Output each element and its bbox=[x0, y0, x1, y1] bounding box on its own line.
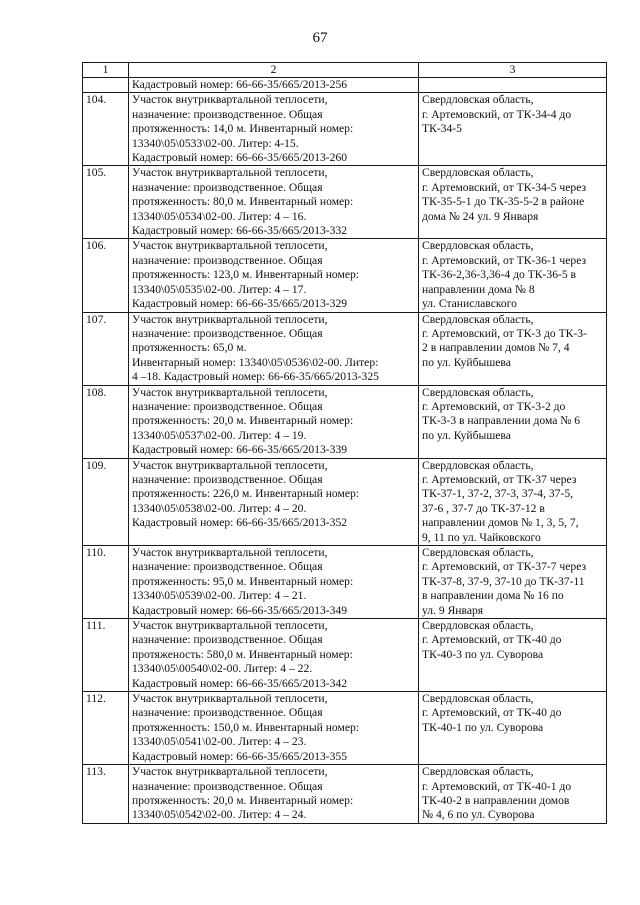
object-location: Свердловская область, г. Артемовский, от ТК-3 до ТК-3- 2 в направлении домов № 7, 4 по ул. Куйбышева bbox=[419, 312, 607, 385]
table-row bbox=[83, 93, 607, 166]
row-number: 106. bbox=[83, 239, 129, 312]
table-row bbox=[83, 546, 607, 619]
object-description: Участок внутриквартальной теплосети, назначение: производственное. Общая протяженость: 580,0 м. Инвентарный номер: 13340\05\00540\02-00. Литер: 4 – 22. Кадастровый номер: 66-66-35/665/2013-342 bbox=[129, 619, 419, 692]
table-row bbox=[83, 458, 607, 545]
registry-table bbox=[82, 62, 607, 824]
row-number: 113. bbox=[83, 765, 129, 824]
table-row bbox=[83, 239, 607, 312]
continuation-row bbox=[83, 78, 607, 93]
table-row bbox=[83, 765, 607, 824]
column-header-description: 2 bbox=[129, 63, 419, 78]
object-description: Участок внутриквартальной теплосети, назначение: производственное. Общая протяженность: 14,0 м. Инвентарный номер: 13340\05\0533\02-00. Литер: 4-15. Кадастровый номер: 66-66-35/665/2013-260 bbox=[129, 93, 419, 166]
object-description: Кадастровый номер: 66-66-35/665/2013-256 bbox=[129, 78, 419, 93]
column-header-number: 1 bbox=[83, 63, 129, 78]
object-description: Участок внутриквартальной теплосети, назначение: производственное. Общая протяженность: 20,0 м. Инвентарный номер: 13340\05\0542\02-00. Литер: 4 – 24. bbox=[129, 765, 419, 824]
object-location: Свердловская область, г. Артемовский, от ТК-36-1 через ТК-36-2,36-3,36-4 до ТК-36-5 в направлении дома № 8 ул. Станиславского bbox=[419, 239, 607, 312]
object-location: Свердловская область, г. Артемовский, от ТК-34-5 через ТК-35-5-1 до ТК-35-5-2 в районе дома № 24 ул. 9 Января bbox=[419, 166, 607, 239]
table-row bbox=[83, 692, 607, 765]
object-description: Участок внутриквартальной теплосети, назначение: производственное. Общая протяженность: 150,0 м. Инвентарный номер: 13340\05\0541\02-00. Литер: 4 – 23. Кадастровый номер: 66-66-35/665/2013-355 bbox=[129, 692, 419, 765]
row-number: 105. bbox=[83, 166, 129, 239]
object-location: Свердловская область, г. Артемовский, от ТК-34-4 до ТК-34-5 bbox=[419, 93, 607, 166]
object-description: Участок внутриквартальной теплосети, назначение: производственное. Общая протяженность: 95,0 м. Инвентарный номер: 13340\05\0539\02-00. Литер: 4 – 21. Кадастровый номер: 66-66-35/665/2013-349 bbox=[129, 546, 419, 619]
table-row bbox=[83, 385, 607, 458]
row-number: 110. bbox=[83, 546, 129, 619]
object-location: Свердловская область, г. Артемовский, от ТК-40 до ТК-40-1 по ул. Суворова bbox=[419, 692, 607, 765]
page-number: 67 bbox=[312, 30, 328, 46]
object-location: Свердловская область, г. Артемовский, от ТК-37 через ТК-37-1, 37-2, 37-3, 37-4, 37-5, 37-6 , 37-7 до ТК-37-12 в направлении домов № 1, 3, 5, 7, 9, 11 по ул. Чайковского bbox=[419, 458, 607, 545]
column-header-location: 3 bbox=[419, 63, 607, 78]
row-number: 104. bbox=[83, 93, 129, 166]
object-description: Участок внутриквартальной теплосети, назначение: производственное. Общая протяженность: 123,0 м. Инвентарный номер: 13340\05\0535\02-00. Литер: 4 – 17. Кадастровый номер: 66-66-35/665/2013-329 bbox=[129, 239, 419, 312]
object-location: Свердловская область, г. Артемовский, от ТК-40 до ТК-40-3 по ул. Суворова bbox=[419, 619, 607, 692]
table-row bbox=[83, 312, 607, 385]
object-description: Участок внутриквартальной теплосети, назначение: производственное. Общая протяженность: 20,0 м. Инвентарный номер: 13340\05\0537\02-00. Литер: 4 – 19. Кадастровый номер: 66-66-35/665/2013-339 bbox=[129, 385, 419, 458]
object-location bbox=[419, 78, 607, 93]
table-row bbox=[83, 619, 607, 692]
object-description: Участок внутриквартальной теплосети, назначение: производственное. Общая протяженность: 65,0 м. Инвентарный номер: 13340\05\0536\02-00. Литер: 4 –18. Кадастровый номер: 66-66-35/665/2013-325 bbox=[129, 312, 419, 385]
row-number: 111. bbox=[83, 619, 129, 692]
row-number: 109. bbox=[83, 458, 129, 545]
row-number: 108. bbox=[83, 385, 129, 458]
object-location: Свердловская область, г. Артемовский, от ТК-37-7 через ТК-37-8, 37-9, 37-10 до ТК-37-11 в направлении дома № 16 по ул. 9 Января bbox=[419, 546, 607, 619]
row-number: 112. bbox=[83, 692, 129, 765]
row-number: 107. bbox=[83, 312, 129, 385]
row-number bbox=[83, 78, 129, 93]
object-location: Свердловская область, г. Артемовский, от ТК-3-2 до ТК-3-3 в направлении дома № 6 по ул. Куйбышева bbox=[419, 385, 607, 458]
object-description: Участок внутриквартальной теплосети, назначение: производственное. Общая протяженность: 80,0 м. Инвентарный номер: 13340\05\0534\02-00. Литер: 4 – 16. Кадастровый номер: 66-66-35/665/2013-332 bbox=[129, 166, 419, 239]
object-description: Участок внутриквартальной теплосети, назначение: производственное. Общая протяженность: 226,0 м. Инвентарный номер: 13340\05\0538\02-00. Литер: 4 – 20. Кадастровый номер: 66-66-35/665/2013-352 bbox=[129, 458, 419, 545]
header-row bbox=[83, 63, 607, 78]
table-row bbox=[83, 166, 607, 239]
object-location: Свердловская область, г. Артемовский, от ТК-40-1 до ТК-40-2 в направлении домов № 4, 6 по ул. Суворова bbox=[419, 765, 607, 824]
